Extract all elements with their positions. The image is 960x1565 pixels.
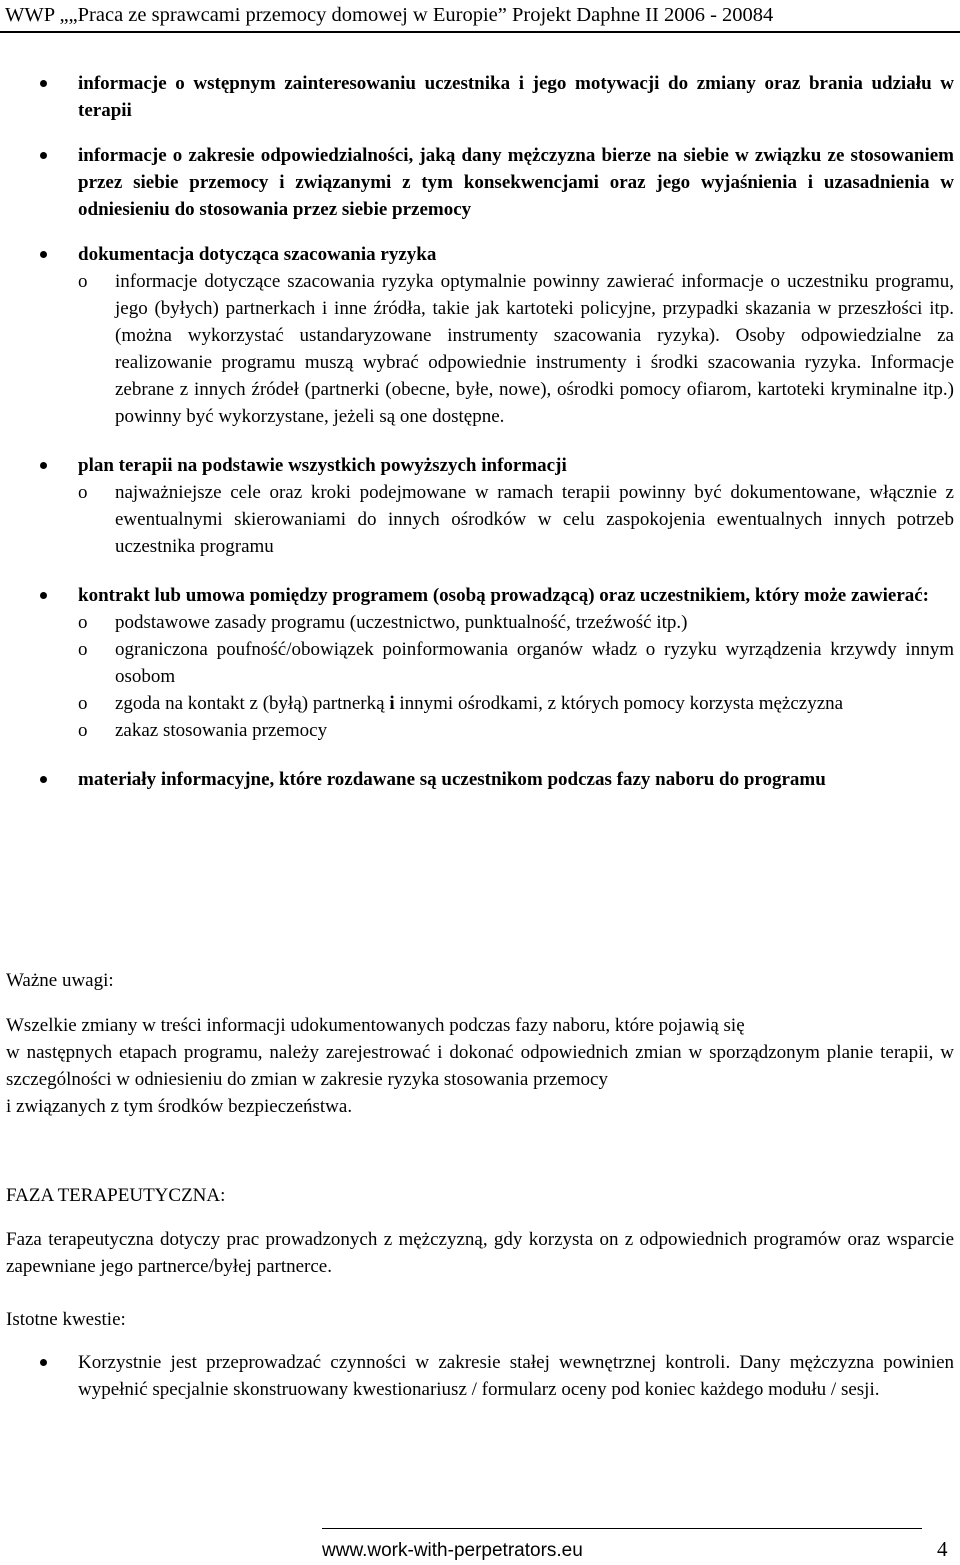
- list-item: [0, 142, 960, 223]
- issues-section: [0, 1349, 960, 1421]
- issues-heading: Istotne kwestie:: [6, 1309, 126, 1330]
- sub-list-item: o ograniczona poufność/obowiązek poinformowania organów władz o ryzyku wyrządzenia krzywdy innym osobom: [78, 636, 954, 690]
- sub-list: [78, 609, 954, 744]
- header-title: WWP „„Praca ze sprawcami przemocy domowej w Europie” Projekt Daphne II 2006 - 20084: [5, 4, 774, 26]
- document-body: [0, 70, 960, 811]
- phase-heading: FAZA TERAPEUTYCZNA:: [6, 1185, 226, 1206]
- sub-list-item: o podstawowe zasady programu (uczestnictwo, punktualność, trzeźwość itp.): [78, 609, 954, 636]
- sub-list: [78, 268, 954, 430]
- bullet-text: materiały informacyjne, które rozdawane są uczestnikom podczas fazy naboru do programu: [78, 769, 826, 790]
- sub-list-item: o zakaz stosowania przemocy: [78, 717, 954, 744]
- bullet-text: plan terapii na podstawie wszystkich powyższych informacji: [78, 455, 567, 476]
- notes-paragraph: i związanych z tym środków bezpieczeństwa.: [6, 1096, 353, 1117]
- sub-list-item: o najważniejsze cele oraz kroki podejmowane w ramach terapii powinny być dokumentowane, włącznie z ewentualnymi skierowaniami do innych ośrodków w celu zaspokojenia ewentualnych innych potrzeb uczestnika programu: [78, 479, 954, 560]
- bullet-text: dokumentacja dotycząca szacowania ryzyka: [78, 244, 437, 265]
- notes-heading: Ważne uwagi:: [6, 970, 114, 991]
- bullet-text: informacje o wstępnym zainteresowaniu uczestnika i jego motywacji do zmiany oraz brania udziału w terapii: [78, 73, 954, 121]
- list-item: [0, 452, 960, 560]
- list-item: [0, 766, 960, 793]
- sub-item-text: innymi ośrodkami, z których pomocy korzysta mężczyzna: [394, 693, 844, 714]
- list-item: [0, 70, 960, 124]
- page-header: [0, 0, 960, 33]
- bullet-text: informacje o zakresie odpowiedzialności, jaką dany mężczyzna bierze na siebie w związku ze stosowaniem przez siebie przemocy i związanymi z tym konsekwencjami oraz jego wyjaśnienia i uzasadnienia w odniesieniu do stosowania przez siebie przemocy: [78, 145, 954, 220]
- footer-divider: [322, 1528, 922, 1529]
- sub-item-emphasis: i: [389, 693, 395, 714]
- sub-list-item: o informacje dotyczące szacowania ryzyka optymalnie powinny zawierać informacje o uczestniku programu, jego (byłych) partnerkach i inne źródła, takie jak kartoteki policyjne, przypadki skazania w przeszłości itp. (można wykorzystać ustandaryzowane instrumenty szacowania ryzyka). Osoby odpowiedzialne za realizowanie programu muszą wybrać odpowiednie instrumenty i środki szacowania ryzyka. Informacje zebrane z innych źródeł (partnerki (obecne, byłe, nowe), ośrodki pomocy ofiarom, kartoteki kryminalne itp.) powinny być wykorzystane, jeżeli są one dostępne.: [78, 268, 954, 430]
- bullet-list: [0, 70, 960, 793]
- bullet-text: kontrakt lub umowa pomiędzy programem (osobą prowadzącą) oraz uczestnikiem, który może zawierać:: [78, 585, 930, 606]
- list-item: [0, 1349, 960, 1403]
- list-item: [0, 241, 960, 430]
- page-number: 4: [937, 1537, 948, 1561]
- sub-item-text: zgoda na kontakt z (byłą) partnerką: [115, 693, 390, 714]
- footer-url[interactable]: www.work-with-perpetrators.eu: [322, 1540, 583, 1561]
- therapeutic-phase: [6, 1182, 954, 1280]
- issues-bullet-text: Korzystnie jest przeprowadzać czynności w zakresie stałej wewnętrznej kontroli. Dany mężczyzna powinien wypełnić specjalnie skonstruowany kwestionariusz / formularz oceny pod koniec każdego modułu / sesji.: [78, 1352, 954, 1400]
- sub-list-item: [78, 690, 954, 717]
- important-notes: [6, 967, 954, 1120]
- issues-list: [0, 1349, 960, 1403]
- phase-text: Faza terapeutyczna dotyczy prac prowadzonych z mężczyzną, gdy korzysta on z odpowiednich programów oraz wsparcie zapewniane jego partnerce/byłej partnerce.: [6, 1229, 954, 1277]
- list-item: [0, 582, 960, 744]
- notes-paragraph: w następnych etapach programu, należy zarejestrować i dokonać odpowiednich zmian w sporządzonym planie terapii, w szczególności w odniesieniu do zmian w zakresie ryzyka stosowania przemocy: [6, 1042, 954, 1090]
- sub-list: [78, 479, 954, 560]
- notes-paragraph: Wszelkie zmiany w treści informacji udokumentowanych podczas fazy naboru, które pojawią się: [6, 1015, 745, 1036]
